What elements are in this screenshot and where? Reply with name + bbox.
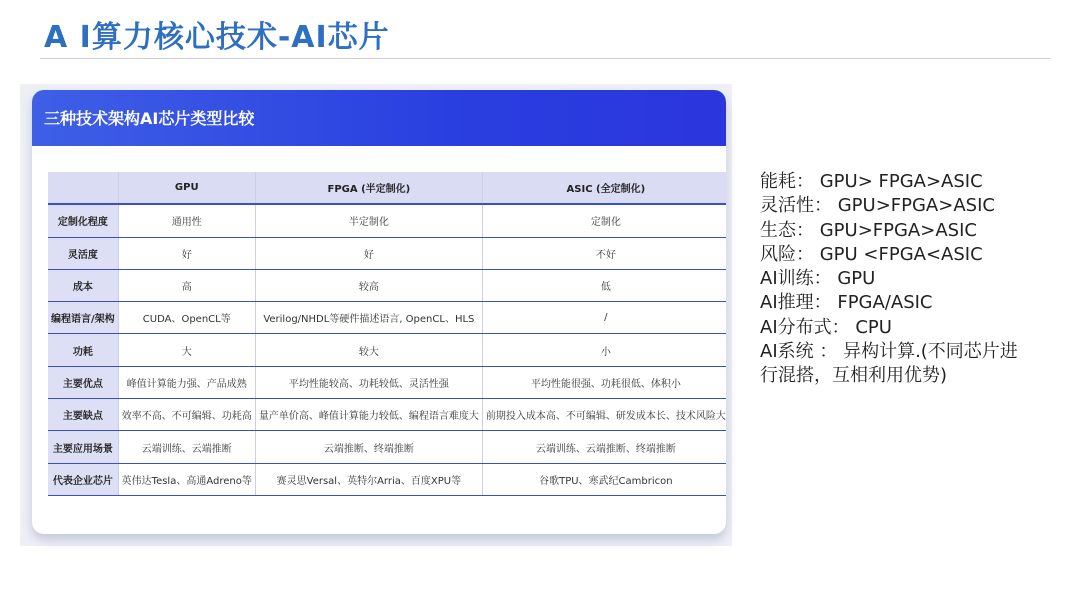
table-cell: 好 — [118, 237, 255, 269]
table-cell: / — [482, 302, 726, 334]
comparison-table — [48, 172, 726, 496]
table-row — [48, 463, 726, 495]
row-header: 灵活度 — [48, 237, 118, 269]
table-row — [48, 334, 726, 366]
table-cell: 谷歌TPU、寒武纪Cambricon — [482, 463, 726, 495]
table-row — [48, 269, 726, 301]
table-cell: 平均性能很强、功耗很低、体积小 — [482, 366, 726, 398]
table-cell: 定制化 — [482, 204, 726, 237]
table-cell: 云端推断、终端推断 — [255, 431, 482, 463]
table-row — [48, 431, 726, 463]
table-cell: 量产单价高、峰值计算能力较低、编程语言难度大 — [255, 399, 482, 431]
row-header: 编程语言/架构 — [48, 302, 118, 334]
note-ai-distributed: AI分布式： CPU — [760, 316, 892, 338]
column-header: FPGA (半定制化) — [255, 172, 482, 204]
table-row — [48, 204, 726, 237]
table-cell: 较大 — [255, 334, 482, 366]
row-header: 主要优点 — [48, 366, 118, 398]
table-cell: 云端训练、云端推断、终端推断 — [482, 431, 726, 463]
table-cell: 小 — [482, 334, 726, 366]
table-cell: 半定制化 — [255, 204, 482, 237]
note-ecosystem: 生态： GPU>FPGA>ASIC — [760, 219, 977, 241]
row-header: 定制化程度 — [48, 204, 118, 237]
note-ai-system: AI系统 ： 异构计算.(不同芯片进 — [760, 341, 1018, 363]
table-cell: 峰值计算能力强、产品成熟 — [118, 366, 255, 398]
slide-title: A I算力核心技术-AI芯片 — [44, 20, 390, 55]
row-header: 主要应用场景 — [48, 431, 118, 463]
note-ai-system-cont: 行混搭，互相利用优势) — [760, 365, 948, 387]
table-cell: 平均性能较高、功耗较低、灵活性强 — [255, 366, 482, 398]
note-risk: 风险： GPU <FPGA<ASIC — [760, 243, 983, 265]
note-ai-inference: AI推理： FPGA/ASIC — [760, 292, 933, 314]
table-header-row — [48, 172, 726, 204]
table-cell: 赛灵思Versal、英特尔Arria、百度XPU等 — [255, 463, 482, 495]
table-cell: 较高 — [255, 269, 482, 301]
row-header: 成本 — [48, 269, 118, 301]
row-header: 功耗 — [48, 334, 118, 366]
table-cell: 大 — [118, 334, 255, 366]
row-header: 代表企业芯片 — [48, 463, 118, 495]
column-header: GPU — [118, 172, 255, 204]
card-header-title: 三种技术架构AI芯片类型比较 — [44, 109, 255, 128]
table-cell: 不好 — [482, 237, 726, 269]
note-flexibility: 灵活性： GPU>FPGA>ASIC — [760, 195, 995, 217]
row-header: 主要缺点 — [48, 399, 118, 431]
title-divider — [40, 58, 1050, 59]
column-header — [48, 172, 118, 204]
table-cell: CUDA、OpenCL等 — [118, 302, 255, 334]
table-cell: 好 — [255, 237, 482, 269]
table-cell: 前期投入成本高、不可编辑、研发成本长、技术风险大 — [482, 399, 726, 431]
card-header — [32, 90, 726, 146]
note-energy: 能耗： GPU> FPGA>ASIC — [760, 171, 983, 192]
table-row — [48, 399, 726, 431]
note-ai-training: AI训练： GPU — [760, 268, 876, 290]
table-row — [48, 366, 726, 398]
column-header: ASIC (全定制化) — [482, 172, 726, 204]
table-cell: 高 — [118, 269, 255, 301]
table-cell: 通用性 — [118, 204, 255, 237]
table-cell: 低 — [482, 269, 726, 301]
table-cell: 效率不高、不可编辑、功耗高 — [118, 399, 255, 431]
table-cell: 英伟达Tesla、高通Adreno等 — [118, 463, 255, 495]
table-cell: 云端训练、云端推断 — [118, 431, 255, 463]
table-row — [48, 302, 726, 334]
table-row — [48, 237, 726, 269]
comparison-card — [32, 90, 726, 534]
table-cell: Verilog/NHDL等硬件描述语言, OpenCL、HLS — [255, 302, 482, 334]
comparison-notes — [760, 170, 1060, 389]
